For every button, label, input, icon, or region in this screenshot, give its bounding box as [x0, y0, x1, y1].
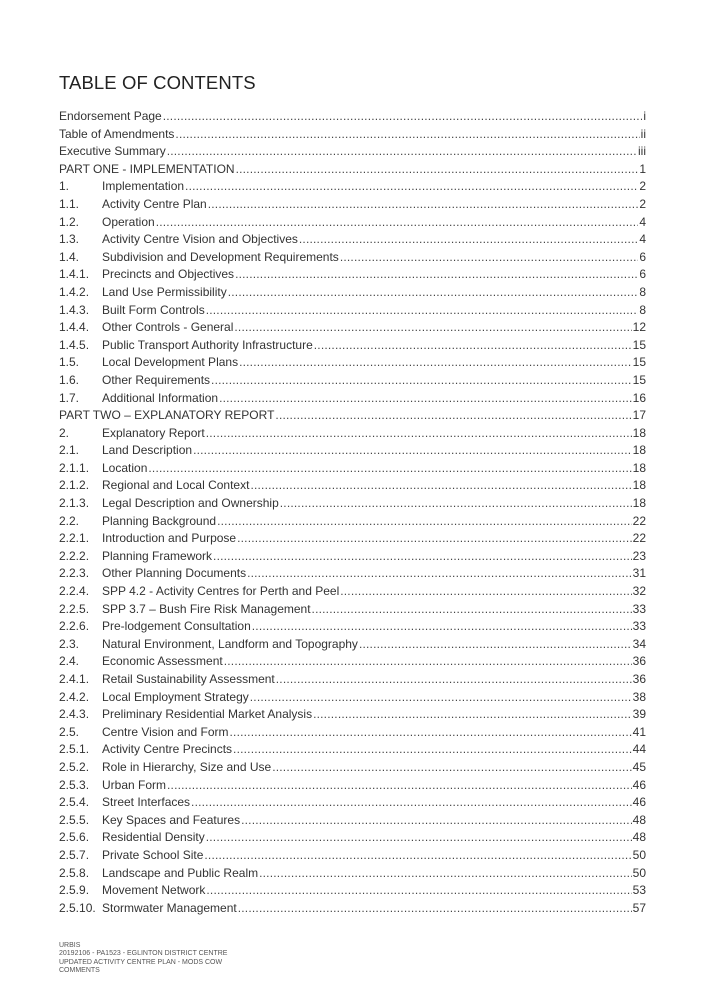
toc-entry-label: Activity Centre Plan	[102, 196, 207, 211]
toc-entry-number: 1.5.	[59, 355, 80, 370]
toc-entry-label: Subdivision and Development Requirements	[102, 249, 339, 264]
dot-leader	[241, 812, 632, 830]
dot-leader	[236, 161, 639, 179]
toc-entry-page: 48	[632, 812, 646, 827]
toc-entry[interactable]	[59, 812, 646, 830]
toc-entry-page: 50	[632, 865, 646, 880]
dot-leader	[272, 759, 631, 777]
toc-entry-label: Private School Site	[102, 847, 204, 862]
toc-entry-label: Explanatory Report	[102, 425, 205, 440]
toc-entry-label: Key Spaces and Features	[102, 812, 241, 827]
toc-entry-page: 31	[632, 566, 646, 581]
toc-entry-page: i	[643, 109, 646, 123]
dot-leader	[206, 829, 632, 847]
toc-entry-number: 1.1.	[59, 196, 80, 211]
toc-entry[interactable]	[59, 407, 646, 425]
toc-entry-number: 2.2.4.	[59, 584, 90, 599]
toc-entry-number: 2.1.	[59, 443, 80, 458]
dot-leader	[314, 337, 632, 355]
dot-leader	[280, 495, 632, 513]
toc-entry-number: 2.2.5.	[59, 601, 90, 616]
dot-leader	[148, 460, 631, 478]
toc-entry[interactable]	[59, 495, 646, 513]
toc-entry-label: Legal Description and Ownership	[102, 496, 279, 511]
dot-leader	[250, 477, 631, 495]
toc-entry[interactable]	[59, 706, 646, 724]
toc-entry-page: 32	[632, 584, 646, 599]
toc-entry-label: SPP 3.7 – Bush Fire Risk Management	[102, 601, 311, 616]
toc-entry-page: 23	[632, 548, 646, 563]
dot-leader	[250, 689, 632, 707]
dot-leader	[233, 741, 632, 759]
toc-entry-page: 45	[632, 759, 646, 774]
toc-entry-label: Location	[102, 460, 148, 475]
toc-entry-label: Urban Form	[102, 777, 167, 792]
toc-entry-label: Retail Sustainability Assessment	[102, 672, 275, 686]
dot-leader	[252, 618, 632, 636]
toc-entry-label: Centre Vision and Form	[102, 724, 229, 739]
dot-leader	[185, 178, 638, 196]
toc-entry-label: Pre-lodgement Consultation	[102, 619, 251, 634]
toc-entry[interactable]	[59, 231, 646, 249]
dot-leader	[191, 794, 632, 812]
dot-leader	[340, 249, 639, 267]
toc-entry-number: 1.2.	[59, 214, 80, 229]
toc-entry-label: Precincts and Objectives	[102, 267, 235, 282]
toc-entry[interactable]	[59, 178, 646, 196]
dot-leader	[167, 143, 637, 161]
toc-entry-page: 44	[632, 742, 646, 757]
toc-entry[interactable]	[59, 741, 646, 759]
toc-entry[interactable]	[59, 794, 646, 812]
toc-entry-label: Other Requirements	[102, 372, 211, 387]
toc-entry[interactable]	[59, 653, 646, 671]
toc-entry[interactable]	[59, 143, 646, 161]
toc-entry-label: Operation	[102, 214, 155, 229]
toc-entry-number: 2.5.7.	[59, 847, 90, 862]
toc-entry[interactable]	[59, 530, 646, 548]
toc-entry[interactable]	[59, 759, 646, 777]
toc-entry-label: Planning Framework	[102, 548, 213, 563]
toc-entry[interactable]	[59, 126, 646, 144]
toc-entry-number: 2.5.9.	[59, 883, 90, 898]
dot-leader	[247, 565, 632, 583]
toc-entry[interactable]	[59, 513, 646, 531]
toc-entry[interactable]	[59, 477, 646, 495]
toc-entry[interactable]	[59, 882, 646, 900]
dot-leader	[193, 442, 632, 460]
toc-entry-number: 1.7.	[59, 390, 80, 405]
toc-entry-page: 48	[632, 830, 646, 845]
dot-leader	[156, 214, 639, 232]
toc-entry-number: 1.4.2.	[59, 284, 90, 299]
footer-company: URBIS	[59, 942, 81, 949]
toc-entry-label: Role in Hierarchy, Size and Use	[102, 759, 272, 774]
toc-entry[interactable]	[59, 460, 646, 478]
toc-entry-label: Activity Centre Precincts	[102, 742, 233, 757]
toc-entry-number: 1.4.4.	[59, 320, 90, 335]
toc-entry[interactable]	[59, 214, 646, 232]
page-footer	[59, 942, 227, 976]
toc-entry[interactable]	[59, 847, 646, 865]
dot-leader	[235, 266, 638, 284]
toc-entry[interactable]	[59, 583, 646, 601]
toc-entry-number: 2.2.6.	[59, 619, 90, 634]
toc-entry-page: 15	[632, 355, 646, 370]
toc-entry-number: 2.5.1.	[59, 742, 90, 757]
toc-entry-page: 1	[639, 161, 646, 176]
dot-leader	[206, 425, 632, 443]
toc-entry-page: 8	[639, 284, 646, 299]
dot-leader	[259, 865, 632, 883]
toc-entry[interactable]	[59, 337, 646, 355]
toc-entry-page: 39	[632, 707, 646, 722]
toc-entry-number: 2.1.3.	[59, 496, 90, 511]
dot-leader	[211, 372, 632, 390]
toc-entry[interactable]	[59, 161, 646, 179]
dot-leader	[219, 390, 632, 408]
toc-entry[interactable]	[59, 636, 646, 654]
toc-entry-page: 38	[632, 689, 646, 704]
toc-entry-page: 17	[632, 408, 646, 423]
toc-entry-number: 2.5.3.	[59, 777, 90, 792]
toc-entry-page: 18	[632, 496, 646, 511]
dot-leader	[237, 530, 632, 548]
toc-entry-number: 1.4.1.	[59, 267, 90, 282]
toc-entry-page: 22	[632, 531, 646, 546]
toc-entry[interactable]	[59, 777, 646, 795]
toc-entry[interactable]	[59, 618, 646, 636]
toc-entry-number: 1.4.	[59, 249, 80, 264]
dot-leader	[204, 847, 631, 865]
toc-entry[interactable]	[59, 442, 646, 460]
toc-entry-label: PART TWO – EXPLANATORY REPORT	[59, 408, 275, 423]
toc-entry[interactable]	[59, 390, 646, 408]
toc-entry-label: Regional and Local Context	[102, 478, 250, 493]
toc-entry-label: Movement Network	[102, 883, 206, 898]
toc-entry-page: 46	[632, 777, 646, 792]
toc-entry-label: Introduction and Purpose	[102, 531, 237, 546]
toc-entry-label: Natural Environment, Landform and Topography	[102, 636, 358, 651]
toc-entry[interactable]	[59, 372, 646, 390]
toc-entry-number: 2.5.10.	[59, 900, 96, 915]
toc-entry-page: 41	[632, 724, 646, 739]
table-of-contents	[59, 108, 646, 917]
toc-entry-number: 1.6.	[59, 372, 80, 387]
toc-entry-page: 8	[639, 302, 646, 317]
toc-entry-number: 2.1.1.	[59, 460, 90, 475]
toc-entry-label: Public Transport Authority Infrastructure	[102, 337, 313, 352]
toc-entry[interactable]	[59, 266, 646, 284]
toc-entry-number: 2.5.	[59, 724, 80, 739]
toc-entry-page: 15	[632, 372, 646, 387]
toc-entry[interactable]	[59, 108, 646, 126]
toc-entry-label: Built Form Controls	[102, 302, 205, 317]
dot-leader	[275, 407, 631, 425]
footer-document-cont: COMMENTS	[59, 967, 100, 975]
toc-entry-number: 2.4.	[59, 654, 80, 669]
toc-entry-label: Executive Summary	[59, 144, 166, 159]
toc-entry-label: Local Development Plans	[102, 355, 239, 370]
toc-entry-number: 2.	[59, 425, 70, 440]
toc-entry-page: iii	[638, 144, 646, 159]
toc-entry-number: 2.2.3.	[59, 566, 90, 581]
toc-entry[interactable]	[59, 865, 646, 883]
toc-entry-number: 2.5.8.	[59, 865, 90, 880]
toc-entry-label: Other Controls - General	[102, 320, 234, 335]
toc-entry-number: 2.3.	[59, 636, 80, 651]
toc-entry-label: Economic Assessment	[102, 654, 223, 669]
toc-entry-number: 2.1.2.	[59, 478, 90, 493]
toc-entry[interactable]	[59, 425, 646, 443]
toc-entry-page: 33	[632, 601, 646, 616]
toc-entry-label: Stormwater Management	[102, 900, 237, 915]
toc-entry[interactable]	[59, 319, 646, 337]
dot-leader	[163, 108, 643, 126]
toc-entry-page: 2	[639, 179, 646, 194]
toc-entry-label: PART ONE - IMPLEMENTATION	[59, 161, 235, 176]
toc-entry[interactable]	[59, 354, 646, 372]
toc-entry-label: Other Planning Documents	[102, 566, 247, 581]
toc-entry-label: Endorsement Page	[59, 109, 162, 123]
toc-entry-number: 2.4.1.	[59, 672, 90, 686]
toc-entry-page: 53	[632, 883, 646, 898]
toc-entry[interactable]	[59, 302, 646, 320]
toc-entry-number: 2.2.1.	[59, 531, 90, 546]
toc-entry-page: 16	[632, 390, 646, 405]
toc-entry-page: ii	[640, 126, 646, 141]
toc-entry[interactable]	[59, 565, 646, 583]
dot-leader	[224, 653, 632, 671]
dot-leader	[340, 583, 631, 601]
toc-entry-page: 12	[632, 320, 646, 335]
toc-entry[interactable]	[59, 548, 646, 566]
dot-leader	[217, 513, 632, 531]
dot-leader	[167, 777, 632, 795]
toc-entry-label: Preliminary Residential Market Analysis	[102, 707, 313, 722]
footer-document: UPDATED ACTIVITY CENTRE PLAN - MODS COW	[59, 958, 223, 966]
toc-entry-page: 46	[632, 795, 646, 810]
toc-entry-number: 1.	[59, 179, 70, 194]
toc-entry-number: 2.5.5.	[59, 812, 90, 827]
dot-leader	[206, 882, 631, 900]
dot-leader	[238, 900, 632, 918]
toc-entry-page: 6	[639, 267, 646, 282]
dot-leader	[299, 231, 638, 249]
toc-entry-number: 2.5.2.	[59, 759, 90, 774]
toc-entry-label: Land Description	[102, 443, 193, 458]
toc-entry-number: 2.2.	[59, 513, 80, 528]
page-title: TABLE OF CONTENTS	[59, 72, 256, 93]
toc-entry[interactable]	[59, 671, 646, 689]
toc-entry-label: Local Employment Strategy	[102, 689, 249, 704]
toc-entry-number: 2.5.6.	[59, 830, 90, 845]
toc-entry-page: 4	[639, 214, 646, 229]
dot-leader	[213, 548, 632, 566]
toc-entry-label: Activity Centre Vision and Objectives	[102, 232, 298, 247]
toc-entry-page: 6	[639, 249, 646, 264]
dot-leader	[208, 196, 639, 214]
dot-leader	[175, 126, 639, 144]
toc-entry-number: 2.2.2.	[59, 548, 90, 563]
toc-entry[interactable]	[59, 724, 646, 742]
toc-entry-label: Land Use Permissibility	[102, 284, 227, 299]
toc-entry-page: 4	[639, 232, 646, 247]
footer-project: 20192106 - PA1523 - EGLINTON DISTRICT CENTRE	[59, 950, 228, 958]
dot-leader	[313, 706, 632, 724]
dot-leader	[276, 671, 632, 689]
toc-entry-page: 18	[632, 443, 646, 458]
toc-entry-number: 2.4.2.	[59, 689, 90, 704]
toc-entry-page: 36	[632, 672, 646, 686]
dot-leader	[234, 319, 631, 337]
toc-entry-label: Landscape and Public Realm	[102, 865, 259, 880]
toc-entry-label: SPP 4.2 - Activity Centres for Perth and Peel	[102, 584, 340, 599]
toc-entry-page: 57	[632, 900, 646, 915]
toc-entry-page: 50	[632, 847, 646, 862]
toc-entry-page: 36	[632, 654, 646, 669]
dot-leader	[228, 284, 639, 302]
dot-leader	[239, 354, 632, 372]
toc-entry-page: 15	[632, 337, 646, 352]
toc-entry-page: 18	[632, 460, 646, 475]
toc-entry-label: Implementation	[102, 179, 185, 194]
toc-entry-number: 1.4.5.	[59, 337, 90, 352]
toc-entry-page: 2	[639, 196, 646, 211]
toc-entry[interactable]	[59, 900, 646, 918]
toc-entry[interactable]	[59, 249, 646, 267]
toc-entry[interactable]	[59, 689, 646, 707]
dot-leader	[206, 302, 639, 320]
dot-leader	[230, 724, 632, 742]
toc-entry[interactable]	[59, 196, 646, 214]
toc-entry[interactable]	[59, 829, 646, 847]
toc-entry-label: Additional Information	[102, 390, 219, 405]
toc-entry-page: 33	[632, 619, 646, 634]
dot-leader	[312, 601, 632, 619]
toc-entry-label: Residential Density	[102, 830, 205, 845]
toc-entry[interactable]	[59, 601, 646, 619]
dot-leader	[359, 636, 632, 654]
toc-entry-number: 1.3.	[59, 232, 80, 247]
toc-entry-page: 34	[632, 636, 646, 651]
toc-entry-page: 22	[632, 513, 646, 528]
toc-entry[interactable]	[59, 284, 646, 302]
toc-entry-label: Planning Background	[102, 513, 217, 528]
toc-entry-page: 18	[632, 478, 646, 493]
toc-entry-label: Street Interfaces	[102, 795, 191, 810]
toc-entry-number: 2.4.3.	[59, 707, 90, 722]
toc-entry-label: Table of Amendments	[59, 126, 175, 141]
toc-entry-number: 1.4.3.	[59, 302, 90, 317]
toc-entry-page: 18	[632, 425, 646, 440]
toc-entry-number: 2.5.4.	[59, 795, 90, 810]
